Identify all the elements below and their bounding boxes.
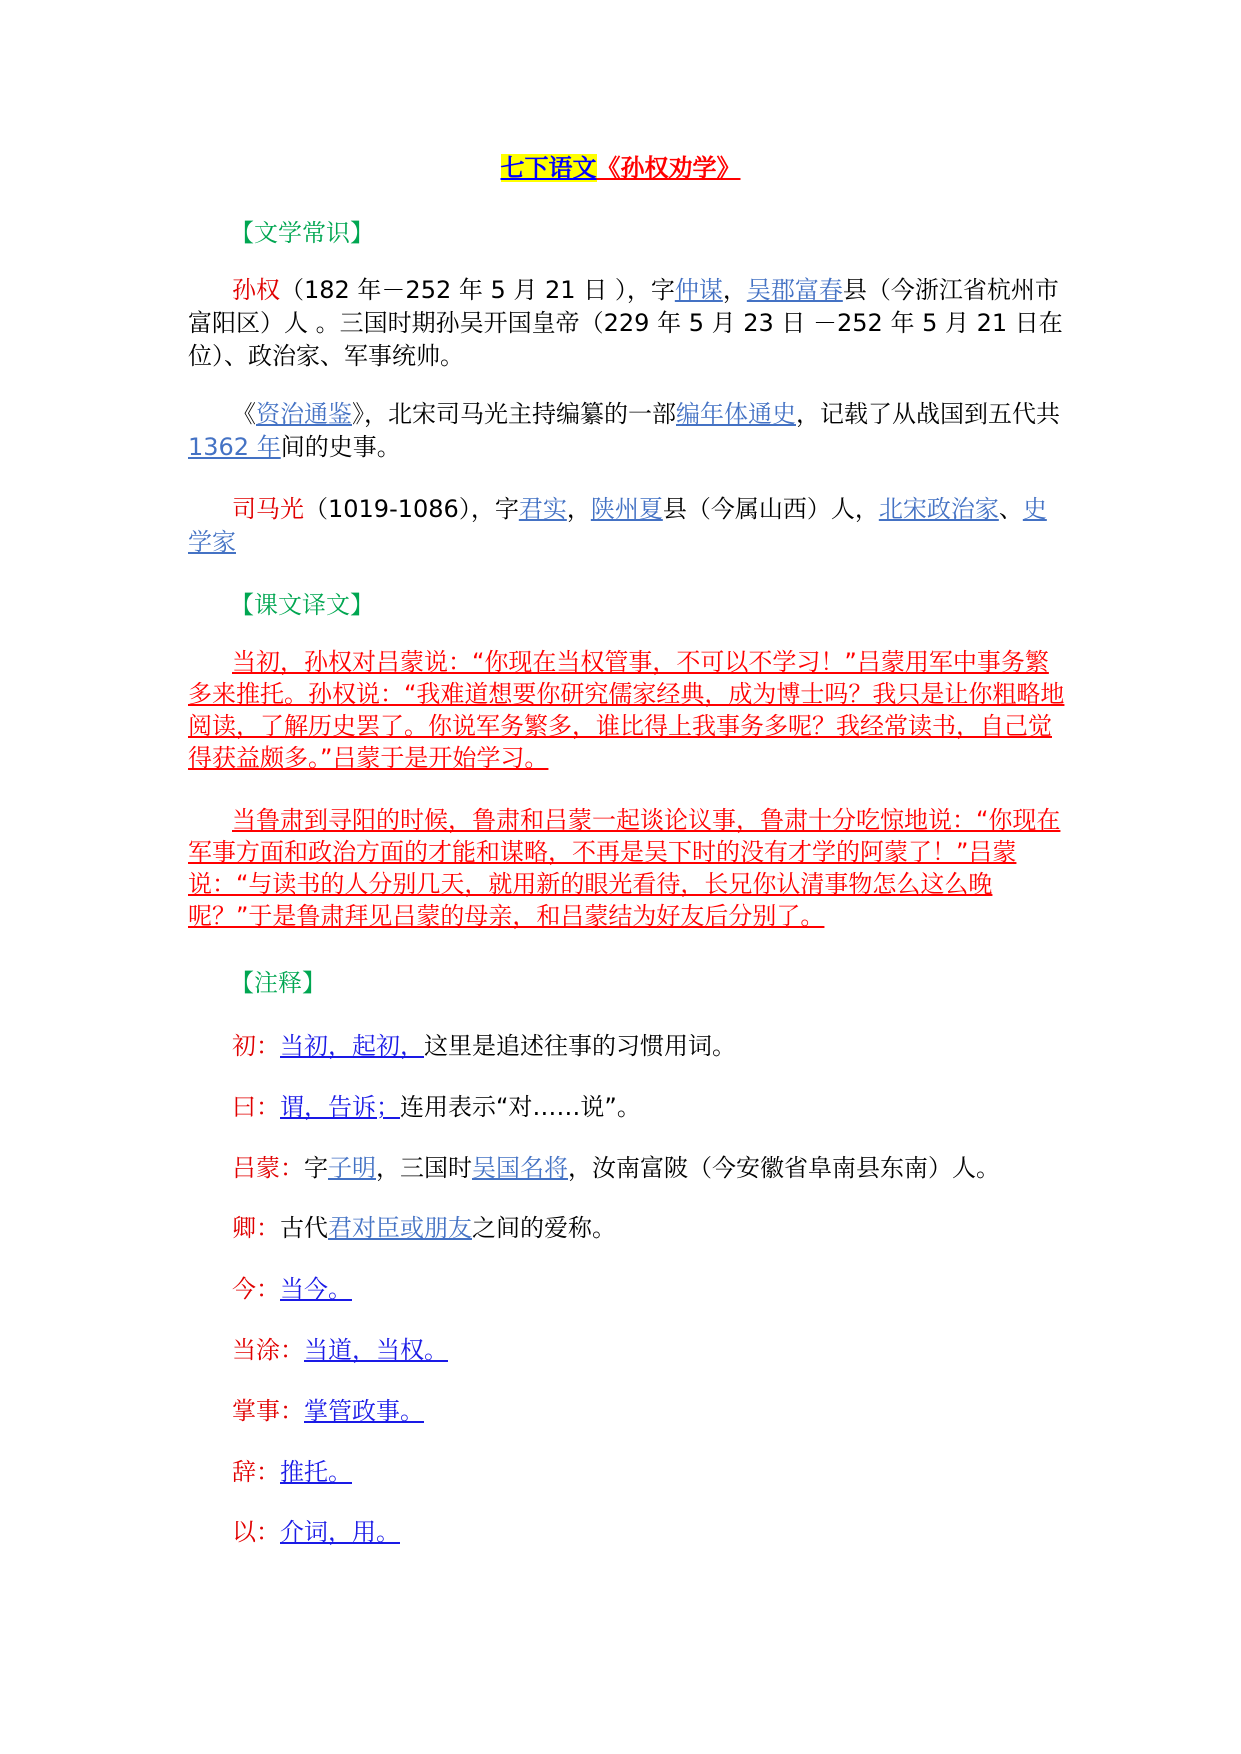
note-chu: 初：当初，起初，这里是追述往事的习惯用词。 <box>232 1032 736 1060</box>
section-heading-notes: 【注释】 <box>230 969 326 997</box>
note-yi: 以：介词，用。 <box>232 1518 400 1546</box>
link-junshi[interactable]: 君实 <box>518 495 567 523</box>
note-yue: 曰：谓，告诉；连用表示“对……说”。 <box>232 1093 641 1121</box>
document-title <box>0 148 1241 183</box>
paragraph-sunquan: 孙权（182 年－252 年 5 月 21 日 ），字仲谋，吴郡富春县（今浙江省杭州市富阳区）人 。三国时期孙吴开国皇帝（229 年 5 月 23 日 －252 年 5 月 21 日在位）、政治家、军事统帅。 <box>188 276 1063 370</box>
link-wujun-fuchun[interactable]: 吴郡富春 <box>746 276 843 304</box>
simaguang-name: 司马光 <box>232 495 304 523</box>
link-historian[interactable]: 史学家 <box>188 495 1047 556</box>
link-statesman[interactable]: 北宋政治家 <box>878 495 999 523</box>
title-grade: 七下语文 <box>500 154 597 182</box>
note-ci: 辞：推托。 <box>232 1458 352 1486</box>
note-dangtu: 当涂：当道，当权。 <box>232 1336 448 1364</box>
link-shanzhou-xia[interactable]: 陕州夏 <box>590 495 663 523</box>
note-lvmeng: 吕蒙：字子明，三国时吴国名将，汝南富陂（今安徽省阜南县东南）人。 <box>232 1154 1000 1182</box>
note-zhangshi: 掌事：掌管政事。 <box>232 1397 424 1425</box>
translation-paragraph-1: 当初，孙权对吕蒙说：“你现在当权管事，不可以不学习！”吕蒙用军中事务繁多来推托。孙权说：“我难道想要你研究儒家经典，成为博士吗？我只是让你粗略地阅读，了解历史罢了。你说军务繁多，谁比得上我事务多呢？我经常读书，自己觉得获益颇多。”吕蒙于是开始学习。 <box>188 648 1065 772</box>
note-jin: 今：当今。 <box>232 1275 352 1303</box>
link-ziming[interactable]: 子明 <box>328 1154 376 1182</box>
note-qing: 卿：古代君对臣或朋友之间的爱称。 <box>232 1214 616 1242</box>
paragraph-simaguang: 司马光（1019-1086），字君实，陕州夏县（今属山西）人，北宋政治家、史学家 <box>188 495 1047 556</box>
link-zizhitongjian[interactable]: 资治通鉴 <box>256 400 352 428</box>
link-wu-general[interactable]: 吴国名将 <box>472 1154 568 1182</box>
link-1362-years[interactable]: 1362 年 <box>188 433 281 461</box>
link-zhongmou[interactable]: 仲谋 <box>674 276 723 304</box>
section-heading-translation: 【课文译文】 <box>230 591 374 619</box>
section-heading-literary: 【文学常识】 <box>230 219 374 247</box>
title-lesson: 《孙权劝学》 <box>596 154 741 182</box>
link-biannian[interactable]: 编年体通史 <box>676 400 796 428</box>
translation-paragraph-2: 当鲁肃到寻阳的时候，鲁肃和吕蒙一起谈论议事，鲁肃十分吃惊地说：“你现在军事方面和政治方面的才能和谋略，不再是吴下时的没有才学的阿蒙了！”吕蒙说：“与读书的人分别几天，就用新的眼光看待，长兄你认清事物怎么这么晚呢？”于是鲁肃拜见吕蒙的母亲，和吕蒙结为好友后分别了。 <box>188 806 1061 930</box>
link-jun-chen-pengyou[interactable]: 君对臣或朋友 <box>328 1214 472 1242</box>
paragraph-zizhi: 《资治通鉴》，北宋司马光主持编纂的一部编年体通史，记载了从战国到五代共 1362 年间的史事。 <box>188 400 1060 461</box>
sunquan-name: 孙权 <box>232 276 280 304</box>
